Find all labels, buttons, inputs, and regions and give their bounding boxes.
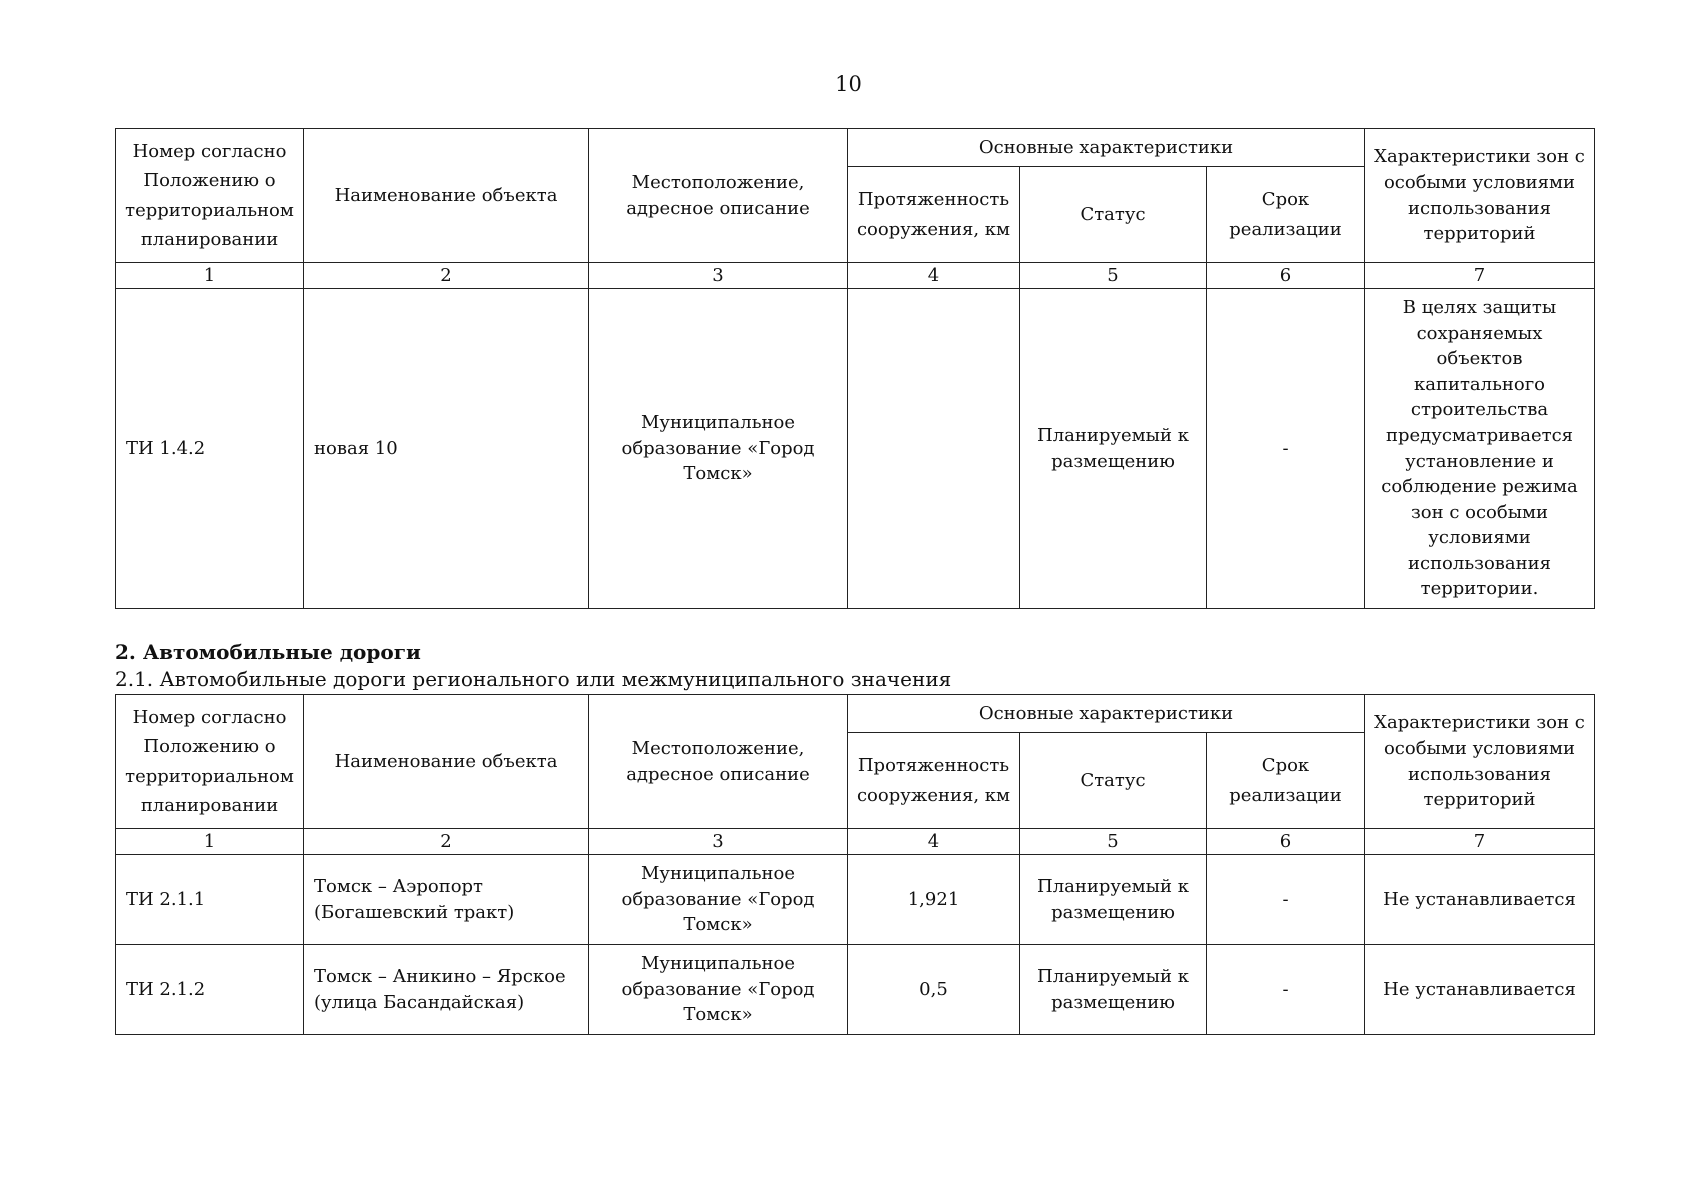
cell-length: 1,921 bbox=[848, 855, 1020, 945]
cell-name: Томск – Аникино – Ярское (улица Басандайская) bbox=[304, 945, 589, 1035]
column-numbers-row bbox=[116, 263, 1595, 289]
column-number: 3 bbox=[589, 829, 848, 855]
header-term: Срок реализации bbox=[1207, 733, 1365, 829]
cell-name: новая 10 bbox=[304, 289, 589, 609]
column-number: 4 bbox=[848, 829, 1020, 855]
objects-table-2 bbox=[115, 694, 1595, 1035]
cell-number: ТИ 2.1.2 bbox=[116, 945, 304, 1035]
cell-zones: Не устанавливается bbox=[1365, 855, 1595, 945]
page-number: 10 bbox=[835, 72, 862, 96]
cell-location: Муниципальное образование «Город Томск» bbox=[589, 289, 848, 609]
column-number: 2 bbox=[304, 263, 589, 289]
header-location: Местоположение, адресное описание bbox=[589, 695, 848, 829]
column-number: 5 bbox=[1020, 829, 1207, 855]
header-zones: Характеристики зон с особыми условиями использования территорий bbox=[1365, 129, 1595, 263]
column-number: 6 bbox=[1207, 263, 1365, 289]
header-name: Наименование объекта bbox=[304, 129, 589, 263]
header-zones: Характеристики зон с особыми условиями использования территорий bbox=[1365, 695, 1595, 829]
column-number: 5 bbox=[1020, 263, 1207, 289]
header-location: Местоположение, адресное описание bbox=[589, 129, 848, 263]
table-row bbox=[116, 945, 1595, 1035]
cell-status: Планируемый к размещению bbox=[1020, 945, 1207, 1035]
column-number: 7 bbox=[1365, 263, 1595, 289]
cell-term: - bbox=[1207, 945, 1365, 1035]
cell-term: - bbox=[1207, 289, 1365, 609]
column-number: 3 bbox=[589, 263, 848, 289]
cell-name: Томск – Аэропорт (Богашевский тракт) bbox=[304, 855, 589, 945]
objects-table-1 bbox=[115, 128, 1595, 609]
cell-zones: В целях защиты сохраняемых объектов капитального строительства предусматривается установление и соблюдение режима зон с особыми условиями использования территории. bbox=[1365, 289, 1595, 609]
header-number: Номер согласно Положению о территориальном планировании bbox=[116, 695, 304, 829]
column-numbers-row bbox=[116, 829, 1595, 855]
column-number: 7 bbox=[1365, 829, 1595, 855]
header-status: Статус bbox=[1020, 733, 1207, 829]
column-number: 6 bbox=[1207, 829, 1365, 855]
cell-term: - bbox=[1207, 855, 1365, 945]
cell-zones: Не устанавливается bbox=[1365, 945, 1595, 1035]
column-number: 1 bbox=[116, 829, 304, 855]
header-name: Наименование объекта bbox=[304, 695, 589, 829]
table-row bbox=[116, 855, 1595, 945]
header-main-characteristics: Основные характеристики bbox=[848, 695, 1365, 733]
column-number: 4 bbox=[848, 263, 1020, 289]
section-title: 2. Автомобильные дороги bbox=[115, 640, 421, 664]
cell-status: Планируемый к размещению bbox=[1020, 289, 1207, 609]
header-term: Срок реализации bbox=[1207, 167, 1365, 263]
cell-length: 0,5 bbox=[848, 945, 1020, 1035]
header-length: Протяженность сооружения, км bbox=[848, 733, 1020, 829]
cell-location: Муниципальное образование «Город Томск» bbox=[589, 855, 848, 945]
cell-location: Муниципальное образование «Город Томск» bbox=[589, 945, 848, 1035]
cell-number: ТИ 1.4.2 bbox=[116, 289, 304, 609]
header-length: Протяженность сооружения, км bbox=[848, 167, 1020, 263]
cell-length bbox=[848, 289, 1020, 609]
column-number: 1 bbox=[116, 263, 304, 289]
header-main-characteristics: Основные характеристики bbox=[848, 129, 1365, 167]
section-subtitle: 2.1. Автомобильные дороги регионального или межмуниципального значения bbox=[115, 667, 952, 691]
column-number: 2 bbox=[304, 829, 589, 855]
cell-number: ТИ 2.1.1 bbox=[116, 855, 304, 945]
table-row bbox=[116, 289, 1595, 609]
cell-status: Планируемый к размещению bbox=[1020, 855, 1207, 945]
header-status: Статус bbox=[1020, 167, 1207, 263]
header-number: Номер согласно Положению о территориальном планировании bbox=[116, 129, 304, 263]
